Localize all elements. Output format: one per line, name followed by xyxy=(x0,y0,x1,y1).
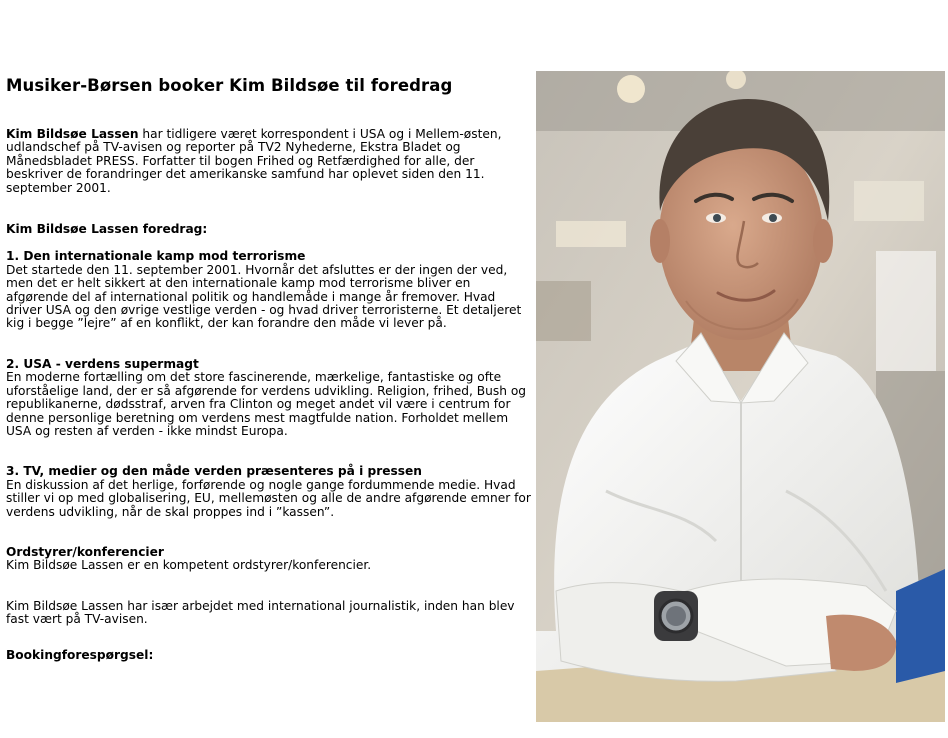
talk-3-body: En diskussion af det herlige, forførende og nogle gange fordummende medie. Hvad stiller vi op med globalisering, EU, mellemøsten og alle de andre afgørende emner for verdens udvikling, når de skal proppes ind i ”kassen”. xyxy=(6,477,531,519)
article-body xyxy=(6,128,534,662)
intro-paragraph xyxy=(6,128,534,195)
portrait-photo xyxy=(536,71,945,722)
booking-heading: Bookingforespørgsel: xyxy=(6,647,154,662)
talk-1-body: Det startede den 11. september 2001. Hvornår det afsluttes er der ingen der ved, men det er helt sikkert at den internationale kamp mod terrorisme bliver en afgørende del af international politik og handlemåde i mange år fremover. Hvad driver USA og den øvrige vestlige verden - og hvad driver terroristerne. Et detaljeret kig i begge ”lejre” af en konflikt, der kan forandre den måde vi lever på. xyxy=(6,262,522,331)
intro-text: har tidligere været korrespondent i USA og i Mellem-østen, udlandschef på TV-avisen og reporter på TV2 Nyhederne, Ekstra Bladet og Månedsbladet PRESS. Forfatter til bogen Frihed og Retfærdighed for alle, der beskriver de forandringer det amerikanske samfund har oplevet siden den 11. september 2001. xyxy=(6,127,502,195)
talk-2-title: 2. USA - verdens supermagt xyxy=(6,356,199,371)
talk-2-body: En moderne fortælling om det store fascinerende, mærkelige, fantastiske og ofte uforståelige land, der er så afgørende for verdens udvikling. Religion, frihed, Bush og republikanerne, dødsstraf, arven fra Clinton og meget andet vil være i centrum for denne personlige beretning om verdens mest magtfulde nation. Forholdet mellem USA og resten af verden - ikke mindst Europa. xyxy=(6,370,527,438)
intro-name: Kim Bildsøe Lassen xyxy=(6,127,139,141)
moderator-body: Kim Bildsøe Lassen er en kompetent ordstyrer/konferencier. xyxy=(6,558,372,573)
talk-3-title: 3. TV, medier og den måde verden præsenteres på i pressen xyxy=(6,464,422,479)
portrait-photo-icon xyxy=(536,71,945,722)
talk-1-title: 1. Den internationale kamp mod terrorisme xyxy=(6,249,306,264)
closing-paragraph: Kim Bildsøe Lassen har især arbejdet med international journalistik, inden han blev fast vært på TV-avisen. xyxy=(6,598,515,627)
talks-heading: Kim Bildsøe Lassen foredrag: xyxy=(6,222,208,237)
article-headline: Musiker-Børsen booker Kim Bildsøe til foredrag xyxy=(6,76,453,95)
moderator-title: Ordstyrer/konferencier xyxy=(6,544,164,559)
